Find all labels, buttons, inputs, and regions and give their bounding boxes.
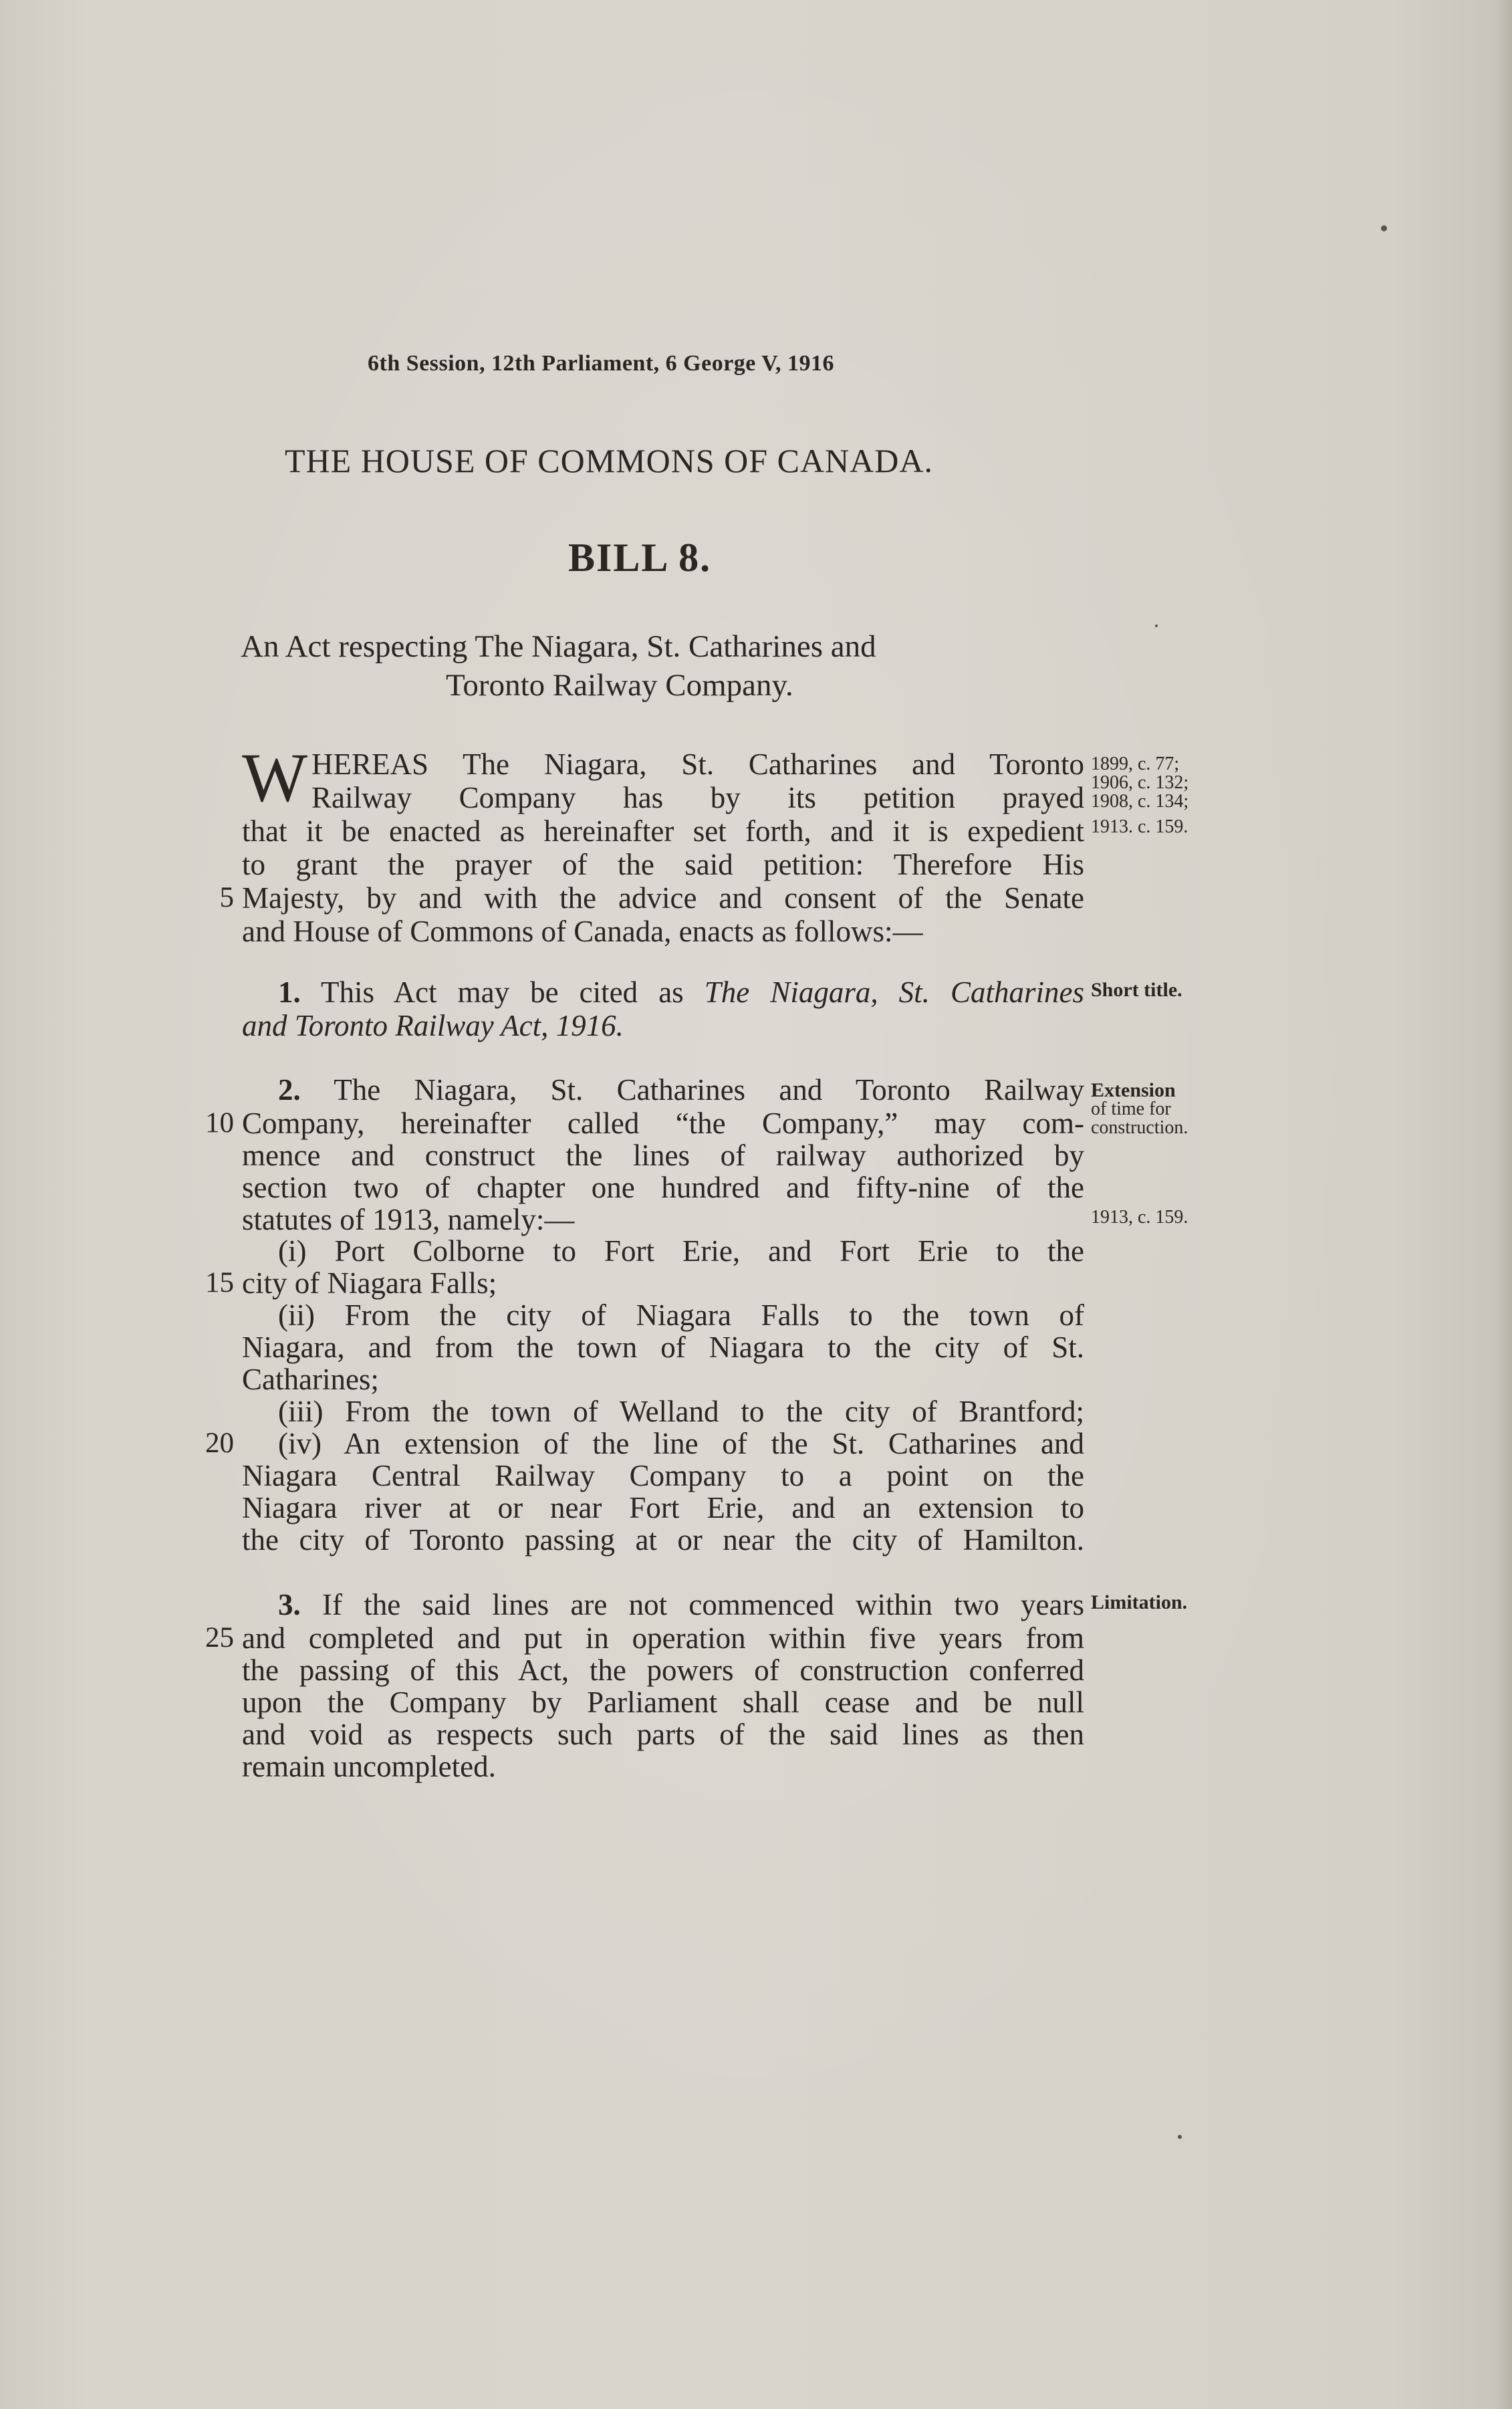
preamble-drop-cap: W — [242, 739, 308, 816]
line-number: 15 — [205, 1267, 234, 1298]
line-number: 25 — [205, 1622, 234, 1653]
section-1-text: This Act may be cited as — [300, 976, 705, 1009]
section-1-short-title: The Niagara, St. Catharines — [704, 976, 1084, 1009]
section-3-number: 3. — [278, 1588, 301, 1621]
section-2-line: (iv) An extension of the line of the St. Catharines and — [278, 1427, 1084, 1460]
preamble-line: and House of Commons of Canada, enacts as follows:— — [242, 915, 923, 948]
act-title-line-1: An Act respecting The Niagara, St. Catharines and — [241, 629, 876, 664]
line-number: 10 — [205, 1107, 234, 1139]
margin-extension: construction. — [1091, 1117, 1188, 1138]
section-2-text: The Niagara, St. Catharines and Toronto Railway — [300, 1073, 1084, 1107]
margin-short-title: Short title. — [1091, 979, 1182, 1001]
section-1-line-1 — [278, 976, 1084, 1009]
paper-speck — [1381, 225, 1387, 231]
margin-limitation: Limitation. — [1091, 1591, 1188, 1613]
section-2-line: (i) Port Colborne to Fort Erie, and Fort Erie to the — [278, 1234, 1084, 1268]
line-number: 20 — [205, 1427, 234, 1459]
section-2-line-1 — [278, 1073, 1084, 1107]
section-2-line: Catharines; — [242, 1363, 379, 1396]
preamble-line: HEREAS The Niagara, St. Catharines and Toronto — [311, 748, 1084, 781]
section-3-line: upon the Company by Parliament shall cease and be null — [242, 1686, 1084, 1719]
section-2-line: statutes of 1913, namely:— — [242, 1203, 575, 1236]
preamble-line: that it be enacted as hereinafter set forth, and it is expedient — [242, 814, 1084, 848]
session-header: 6th Session, 12th Parliament, 6 George V, 1916 — [368, 351, 834, 376]
section-2-number: 2. — [278, 1073, 301, 1107]
margin-ref: 1899, c. 77; — [1091, 754, 1180, 774]
section-2-line: Company, hereinafter called “the Company,” may com- — [242, 1107, 1084, 1140]
section-3-text: If the said lines are not commenced within two years — [300, 1588, 1084, 1621]
section-3-line: and completed and put in operation within five years from — [242, 1621, 1084, 1655]
section-3-line: remain uncompleted. — [242, 1750, 496, 1783]
preamble-line: to grant the prayer of the said petition: Therefore His — [242, 848, 1084, 881]
section-2-line: section two of chapter one hundred and fifty-nine of the — [242, 1171, 1084, 1204]
section-2-line: city of Niagara Falls; — [242, 1266, 497, 1300]
paper-speck — [1178, 2135, 1182, 2139]
section-2-line: mence and construct the lines of railway authorized by — [242, 1139, 1084, 1172]
section-2-line: Niagara river at or near Fort Erie, and an extension to — [242, 1491, 1084, 1524]
section-2-line: the city of Toronto passing at or near the city of Hamilton. — [242, 1523, 1084, 1557]
bill-number: BILL 8. — [568, 536, 712, 580]
section-3-line-1 — [278, 1588, 1084, 1621]
margin-ref: 1913. c. 159. — [1091, 816, 1188, 837]
margin-extension: Extension — [1091, 1079, 1176, 1101]
act-title-line-2: Toronto Railway Company. — [446, 668, 793, 703]
section-2-line: (iii) From the town of Welland to the city of Brantford; — [278, 1395, 1084, 1428]
house-title: THE HOUSE OF COMMONS OF CANADA. — [285, 442, 933, 479]
section-3-line: and void as respects such parts of the said lines as then — [242, 1718, 1084, 1751]
margin-ref-1913: 1913, c. 159. — [1091, 1207, 1188, 1228]
section-2-line: Niagara Central Railway Company to a point on the — [242, 1459, 1084, 1492]
section-3-line: the passing of this Act, the powers of construction conferred — [242, 1653, 1084, 1687]
section-1-number: 1. — [278, 976, 301, 1009]
margin-ref: 1908, c. 134; — [1091, 791, 1189, 812]
preamble-line: Railway Company has by its petition prayed — [311, 781, 1084, 814]
section-2-line: Niagara, and from the town of Niagara to the city of St. — [242, 1331, 1084, 1364]
section-1-short-title-cont: and Toronto Railway Act, 1916. — [242, 1009, 624, 1042]
margin-extension: of time for — [1091, 1099, 1171, 1119]
page-edge-shadow — [1495, 0, 1512, 2409]
line-number: 5 — [219, 882, 234, 913]
preamble-line: Majesty, by and with the advice and consent of the Senate — [242, 881, 1084, 915]
margin-ref: 1906, c. 132; — [1091, 772, 1189, 793]
paper-speck — [1155, 624, 1158, 627]
section-2-line: (ii) From the city of Niagara Falls to the town of — [278, 1298, 1084, 1332]
section-1-line-2 — [242, 1009, 1084, 1042]
